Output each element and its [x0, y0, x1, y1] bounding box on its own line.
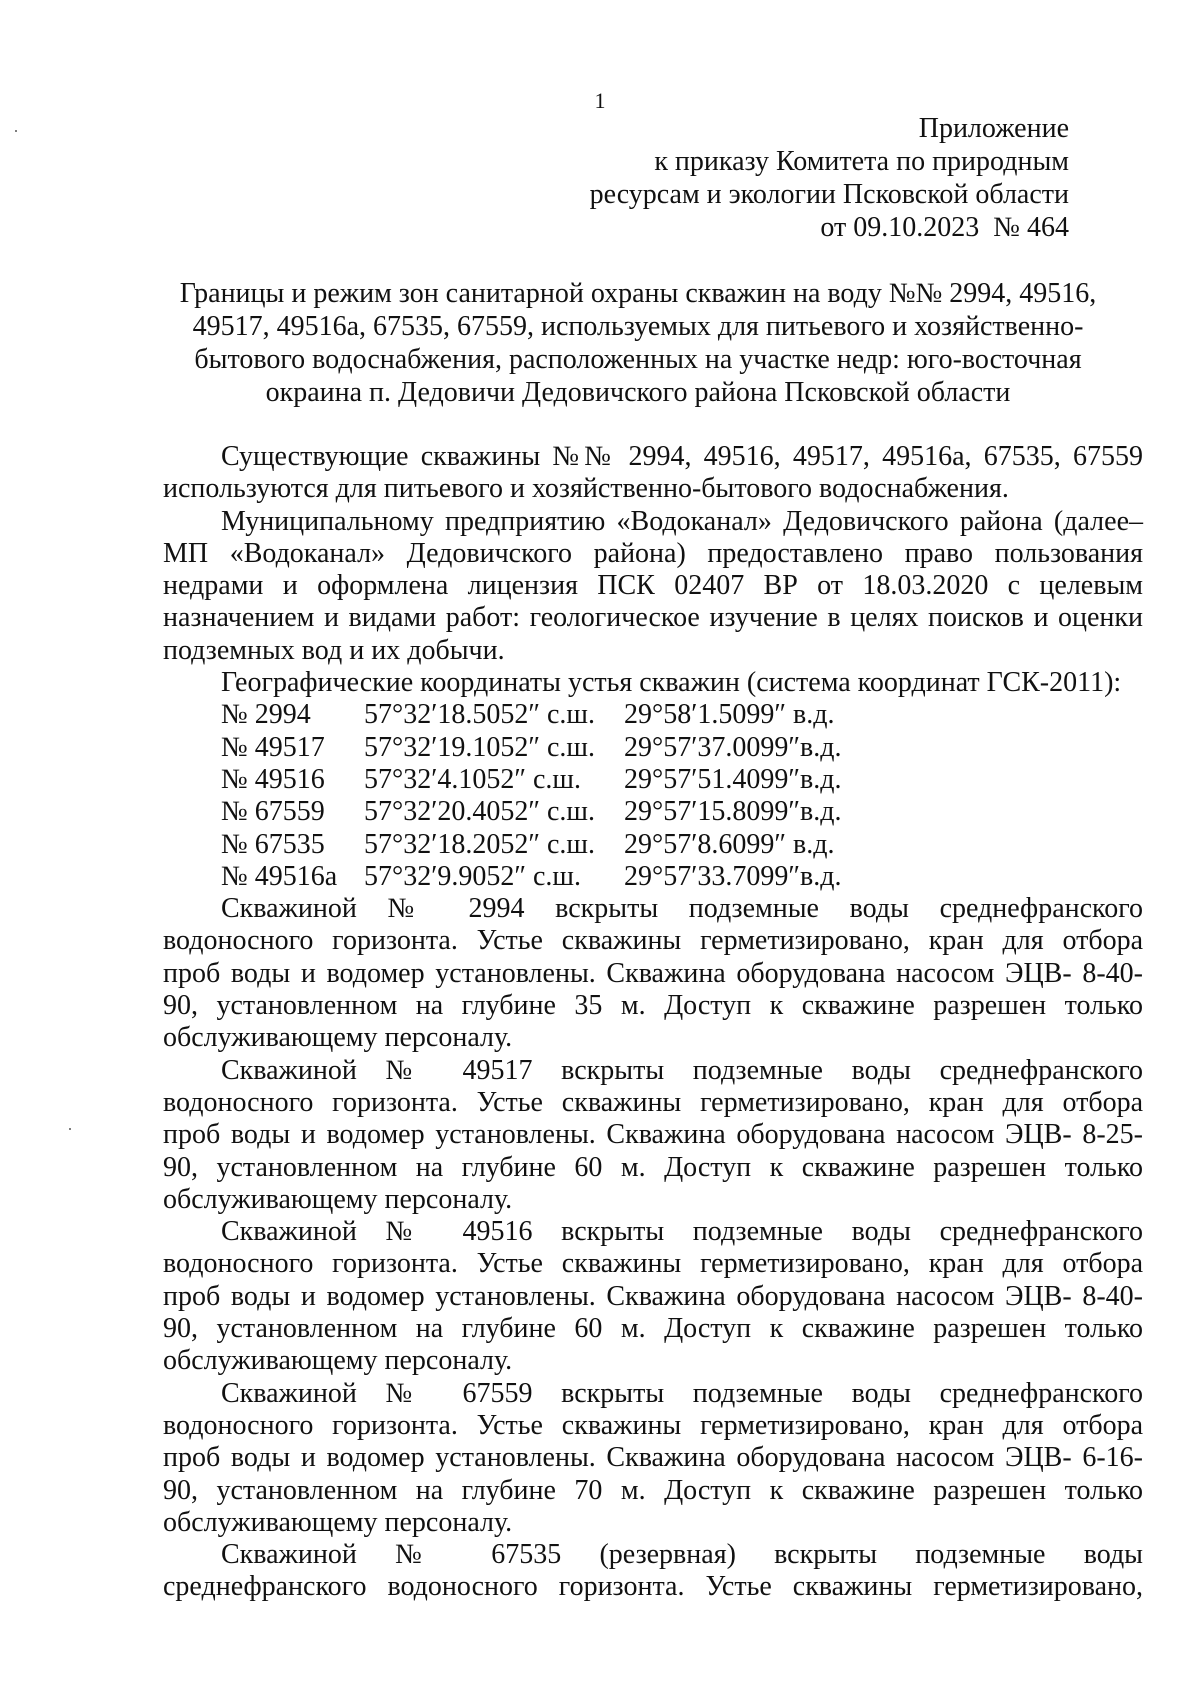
- well-number: № 67559: [221, 796, 325, 828]
- text-line: водоносного горизонта. Устье скважины герметизировано, кран для отбора: [163, 1409, 1143, 1441]
- text-line: Существующие скважины №№ 2994, 49516, 49517, 49516а, 67535, 67559: [221, 441, 1143, 472]
- paragraph-well-67535: [163, 1539, 1143, 1604]
- text-line: используются для питьевого и хозяйственно-бытового водоснабжения.: [163, 473, 1009, 505]
- scan-speck: [15, 130, 17, 132]
- page-number: 1: [594, 88, 606, 113]
- paragraph-existing-wells: [163, 441, 1143, 506]
- text-line: проб воды и водомер установлены. Скважина оборудована насосом ЭЦВ- 6-16-: [163, 1442, 1143, 1474]
- header-line: к приказу Комитета по природным: [654, 146, 1069, 177]
- coordinate-row: [163, 764, 1143, 796]
- text-line: проб воды и водомер установлены. Скважина оборудована насосом ЭЦВ- 8-40-: [163, 1280, 1143, 1312]
- text-line: 90, установленном на глубине 60 м. Доступ к скважине разрешен только: [163, 1313, 1143, 1345]
- paragraph-license: [163, 506, 1143, 667]
- text-line: Скважиной № 67559 вскрыты подземные воды среднефранского: [221, 1377, 1143, 1409]
- header-line: Приложение: [918, 113, 1069, 144]
- text-line: недрами и оформлена лицензия ПСК 02407 ВР от 18.03.2020 с целевым: [163, 570, 1143, 602]
- coordinates-block: [163, 667, 1143, 893]
- text-line: обслуживающему персоналу.: [163, 1183, 513, 1215]
- well-latitude: 57°32′4.1052″ с.ш.: [364, 763, 581, 795]
- coordinate-row: [163, 861, 1143, 893]
- text-line: водоносного горизонта. Устье скважины герметизировано, кран для отбора: [163, 1248, 1143, 1280]
- header-line: от 09.10.2023 № 464: [820, 212, 1069, 243]
- text-line: Скважиной № 2994 вскрыты подземные воды среднефранского: [221, 893, 1143, 925]
- well-number: № 49516: [221, 763, 325, 795]
- well-longitude: 29°58′1.5099″ в.д.: [624, 699, 835, 731]
- coordinate-row: [163, 699, 1143, 731]
- scan-speck: [69, 1128, 71, 1130]
- text-line: 90, установленном на глубине 70 м. Доступ к скважине разрешен только: [163, 1474, 1143, 1506]
- text-line: назначением и видами работ: геологическое изучение в целях поисков и оценки: [163, 602, 1143, 634]
- text-line: проб воды и водомер установлены. Скважина оборудована насосом ЭЦВ- 8-40-: [163, 957, 1143, 989]
- well-latitude: 57°32′18.5052″ с.ш.: [364, 699, 595, 731]
- well-number: № 49516а: [221, 860, 338, 892]
- title-line: Границы и режим зон санитарной охраны скважин на воду №№ 2994, 49516,: [179, 278, 1097, 309]
- text-line: обслуживающему персоналу.: [163, 1345, 513, 1377]
- document-body: [163, 441, 1143, 1604]
- text-line: среднефранского водоносного горизонта. Устье скважины герметизировано,: [163, 1571, 1143, 1603]
- text-line: 90, установленном на глубине 60 м. Доступ к скважине разрешен только: [163, 1151, 1143, 1183]
- document-title: [163, 277, 1113, 409]
- well-latitude: 57°32′9.9052″ с.ш.: [364, 860, 581, 892]
- coordinates-heading: Географические координаты устья скважин (система координат ГСК-2011):: [221, 667, 1122, 699]
- appendix-header: [590, 112, 1069, 244]
- well-longitude: 29°57′37.0099″в.д.: [624, 731, 842, 763]
- text-line: Муниципальному предприятию «Водоканал» Дедовичского района (далее–: [221, 505, 1143, 537]
- header-line: ресурсам и экологии Псковской области: [589, 179, 1069, 210]
- text-line: Скважиной № 49516 вскрыты подземные воды среднефранского: [221, 1216, 1143, 1248]
- text-line: подземных вод и их добычи.: [163, 634, 505, 666]
- well-longitude: 29°57′33.7099″в.д.: [624, 860, 842, 892]
- well-latitude: 57°32′20.4052″ с.ш.: [364, 796, 595, 828]
- text-line: водоносного горизонта. Устье скважины герметизировано, кран для отбора: [163, 925, 1143, 957]
- text-line: водоносного горизонта. Устье скважины герметизировано, кран для отбора: [163, 1086, 1143, 1118]
- text-line: Скважиной № 67535 (резервная) вскрыты подземные воды: [221, 1539, 1143, 1571]
- text-line: обслуживающему персоналу.: [163, 1506, 513, 1538]
- paragraph-well-2994: [163, 893, 1143, 1054]
- coordinate-row: [163, 796, 1143, 828]
- title-line: бытового водоснабжения, расположенных на участке недр: юго-восточная: [194, 344, 1082, 375]
- title-line: 49517, 49516а, 67535, 67559, используемых для питьевого и хозяйственно-: [192, 311, 1084, 342]
- text-line: 90, установленном на глубине 35 м. Доступ к скважине разрешен только: [163, 990, 1143, 1022]
- well-longitude: 29°57′51.4099″в.д.: [624, 763, 842, 795]
- well-longitude: 29°57′8.6099″ в.д.: [624, 828, 835, 860]
- well-longitude: 29°57′15.8099″в.д.: [624, 796, 842, 828]
- paragraph-well-67559: [163, 1378, 1143, 1539]
- text-line: обслуживающему персоналу.: [163, 1022, 513, 1054]
- paragraph-well-49516: [163, 1216, 1143, 1377]
- text-line: Скважиной № 49517 вскрыты подземные воды среднефранского: [221, 1054, 1143, 1086]
- coordinate-row: [163, 829, 1143, 861]
- well-number: № 49517: [221, 731, 325, 763]
- text-line: проб воды и водомер установлены. Скважина оборудована насосом ЭЦВ- 8-25-: [163, 1119, 1143, 1151]
- title-line: окраина п. Дедовичи Дедовичского района Псковской области: [265, 377, 1011, 408]
- well-latitude: 57°32′18.2052″ с.ш.: [364, 828, 595, 860]
- well-number: № 67535: [221, 828, 325, 860]
- paragraph-well-49517: [163, 1055, 1143, 1216]
- coordinate-row: [163, 732, 1143, 764]
- well-latitude: 57°32′19.1052″ с.ш.: [364, 731, 595, 763]
- text-line: МП «Водоканал» Дедовичского района) предоставлено право пользования: [163, 537, 1143, 569]
- well-number: № 2994: [221, 699, 311, 731]
